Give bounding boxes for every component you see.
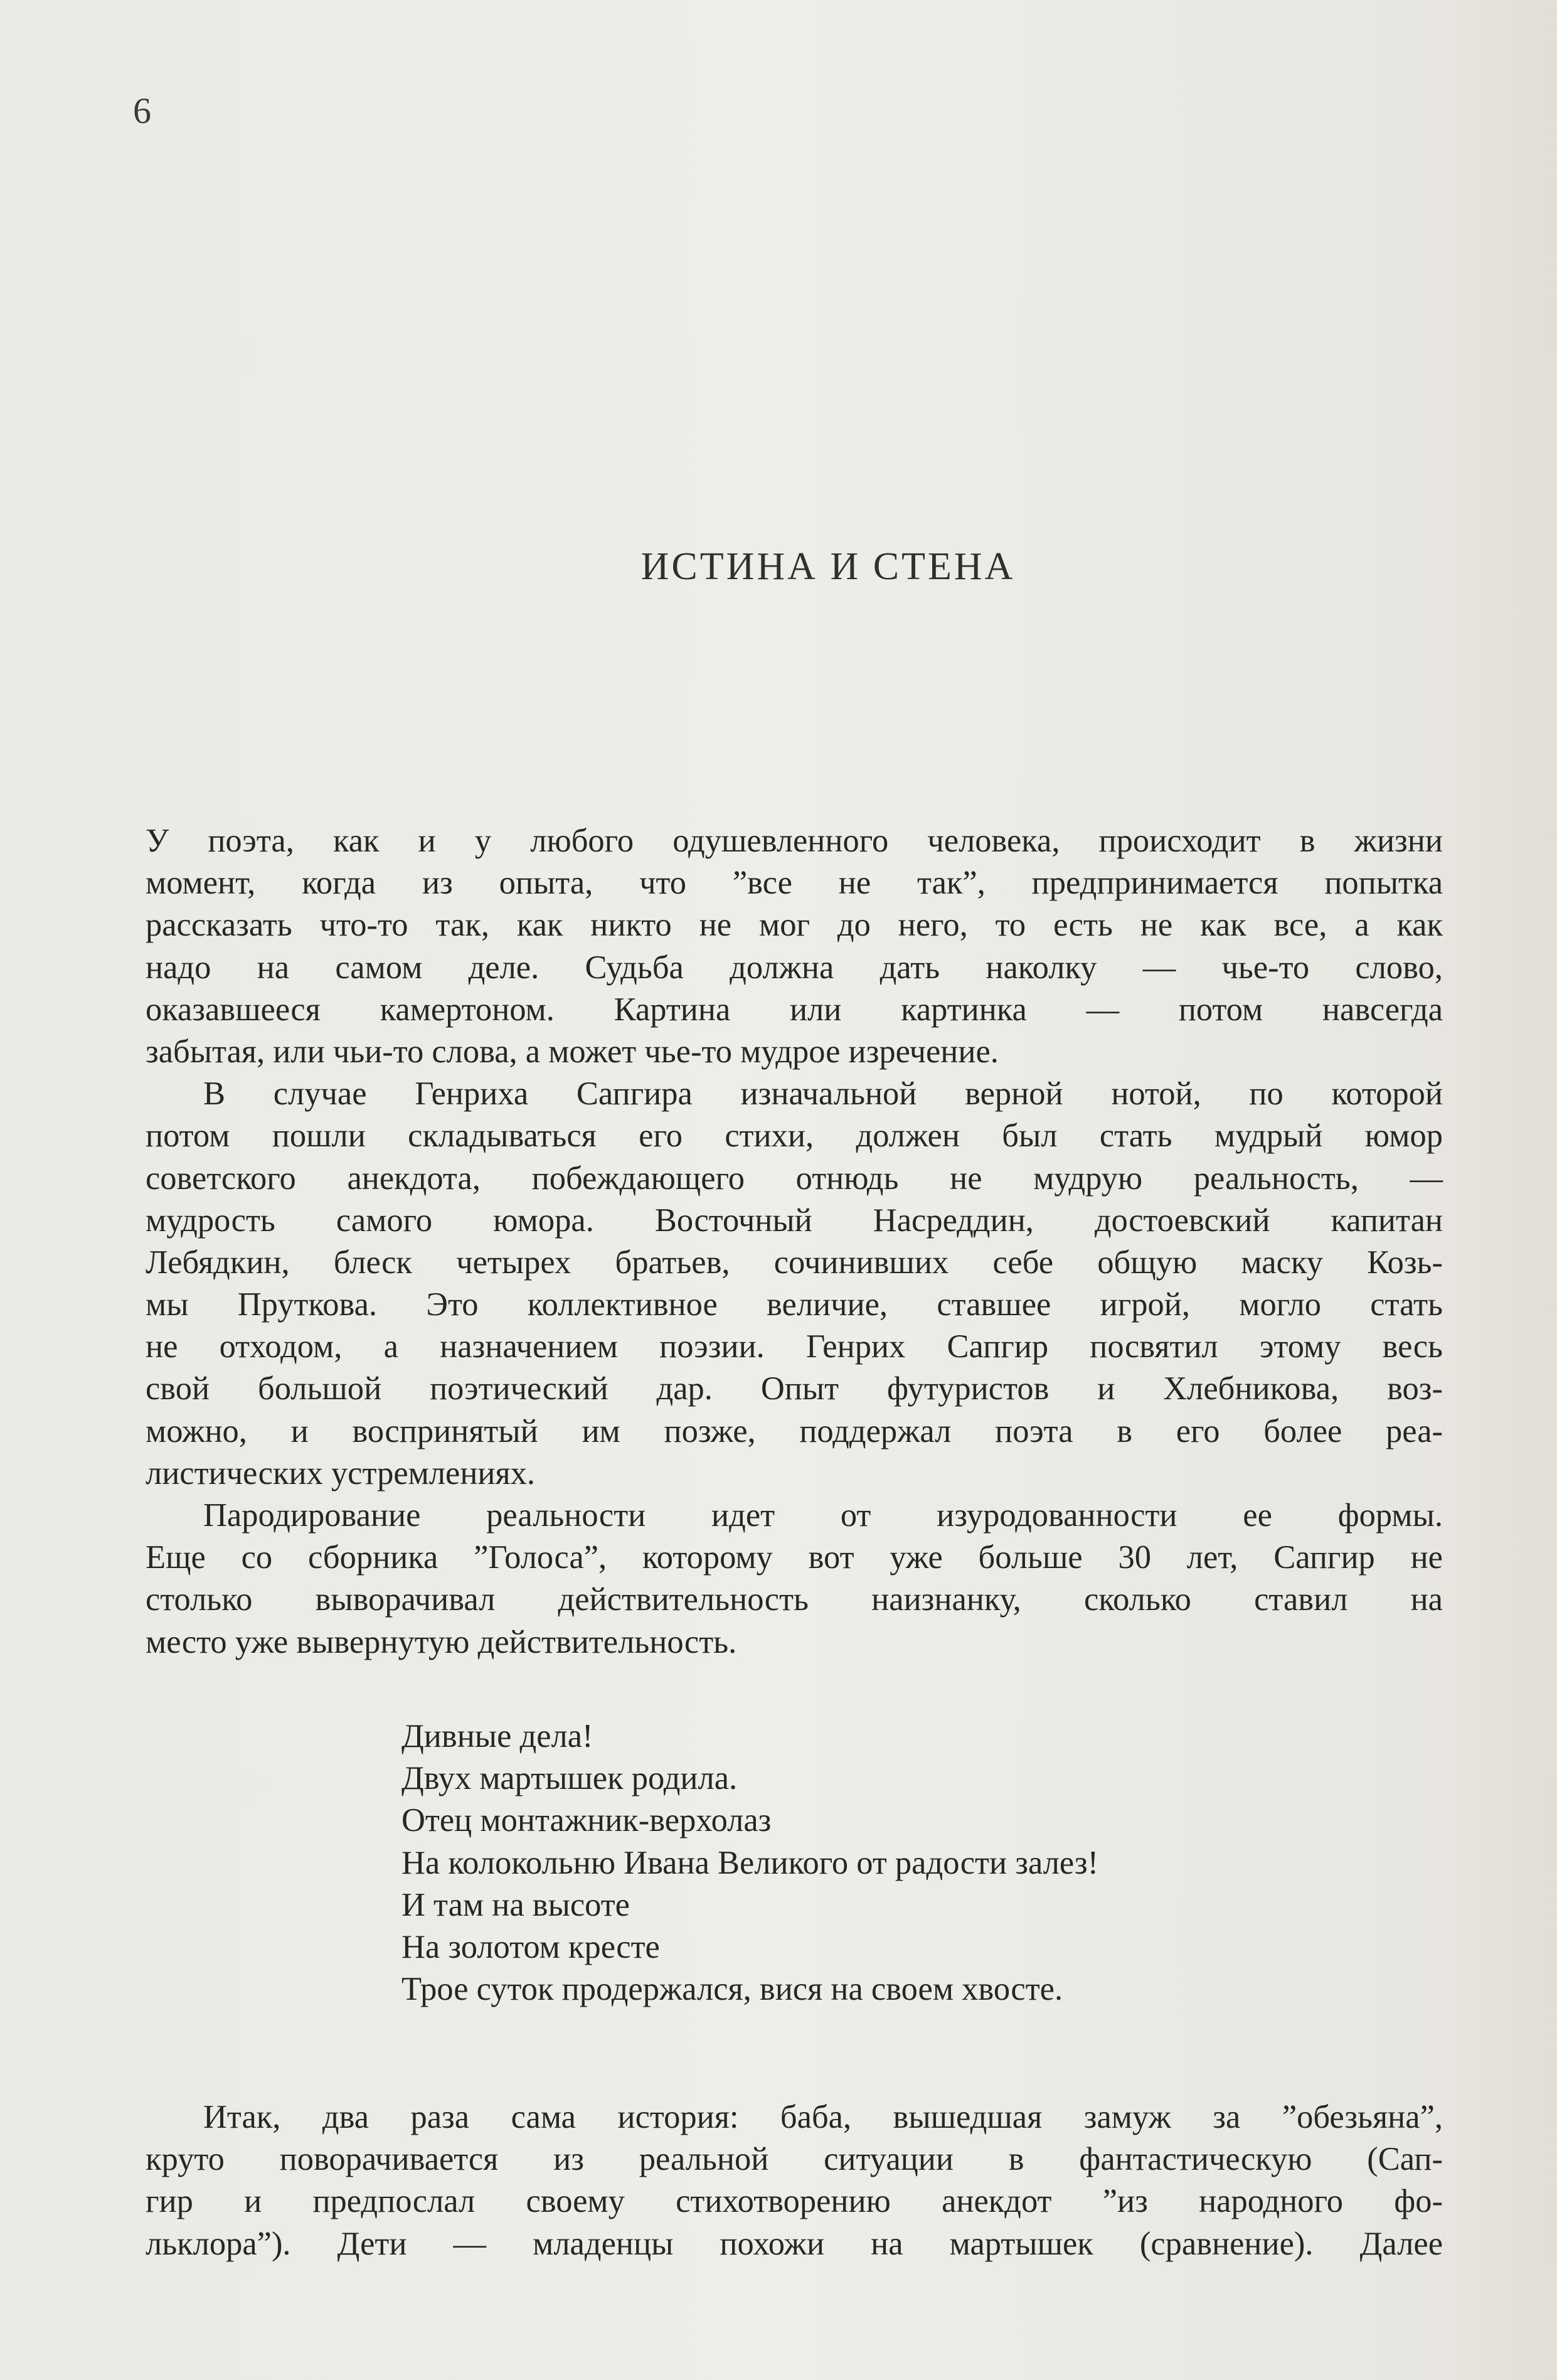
text-line: мы Пруткова. Это коллективное величие, ставшее игрой, могло стать [146, 1286, 1443, 1323]
closing-text [146, 2096, 1443, 2265]
text-line: У поэта, как и у любого одушевленного человека, происходит в жизни [146, 823, 1443, 859]
text-line: мудрость самого юмора. Восточный Насреддин, достоевский капитан [146, 1202, 1443, 1239]
text-line: льклора”). Дети — младенцы похожи на мартышек (сравнение). Далее [146, 2225, 1443, 2262]
verse-line: На колокольню Ивана Великого от радости залез! [401, 1844, 1099, 1881]
verse-line: И там на высоте [401, 1886, 630, 1923]
text-line: можно, и воспринятый им позже, поддержал поэта в его более реа- [146, 1412, 1443, 1449]
paragraph-1 [146, 820, 1443, 1073]
verse-line: Отец монтажник-верхолаз [401, 1802, 772, 1839]
verse-line: На золотом кресте [401, 1929, 660, 1966]
paragraph-3 [146, 1495, 1443, 1663]
text-line: не отходом, а назначением поэзии. Генрих Сапгир посвятил этому весь [146, 1328, 1443, 1365]
text-line: рассказать что-то так, как никто не мог до него, то есть не как все, а как [146, 907, 1443, 944]
text-line: потом пошли складываться его стихи, должен был стать мудрый юмор [146, 1118, 1443, 1155]
text-line: советского анекдота, побеждающего отнюдь не мудрую реальность, — [146, 1160, 1443, 1197]
page-number: 6 [133, 90, 151, 131]
text-line: оказавшееся камертоном. Картина или картинка — потом навсегда [146, 991, 1443, 1028]
body-text [146, 820, 1443, 1663]
text-line: Пародирование реальности идет от изуродованности ее формы. [203, 1497, 1443, 1534]
text-line: надо на самом деле. Судьба должна дать наколку — чье-то слово, [146, 949, 1443, 986]
paragraph-4 [146, 2096, 1443, 2265]
text-line: Итак, два раза сама история: баба, вышедшая замуж за ”обезьяна”, [203, 2099, 1443, 2135]
text-line: место уже вывернутую действительность. [146, 1623, 737, 1660]
verse-quote [401, 1716, 1098, 2010]
text-line: гир и предпослал своему стихотворению анекдот ”из народного фо- [146, 2183, 1443, 2220]
text-line: столько выворачивал действительность наизнанку, сколько ставил на [146, 1581, 1443, 1618]
text-line: забытая, или чьи-то слова, а может чье-то мудрое изречение. [146, 1033, 999, 1070]
text-line: листических устремлениях. [146, 1454, 536, 1492]
text-line: Лебядкин, блеск четырех братьев, сочинивших себе общую маску Козь- [146, 1244, 1443, 1281]
text-line: свой большой поэтический дар. Опыт футуристов и Хлебникова, воз- [146, 1370, 1443, 1407]
paragraph-2 [146, 1073, 1443, 1495]
text-line: Еще со сборника ”Голоса”, которому вот уже больше 30 лет, Сапгир не [146, 1539, 1443, 1576]
verse-line: Двух мартышек родила. [401, 1760, 738, 1797]
text-line: круто поворачивается из реальной ситуации в фантастическую (Сап- [146, 2141, 1443, 2178]
chapter-title: ИСТИНА И СТЕНА [640, 545, 1016, 588]
verse-line: Трое суток продержался, вися на своем хвосте. [401, 1971, 1063, 2008]
verse-line: Дивные дела! [401, 1718, 593, 1754]
text-line: момент, когда из опыта, что ”все не так”, предпринимается попытка [146, 865, 1443, 902]
text-line: В случае Генриха Сапгира изначальной верной нотой, по которой [203, 1075, 1443, 1113]
